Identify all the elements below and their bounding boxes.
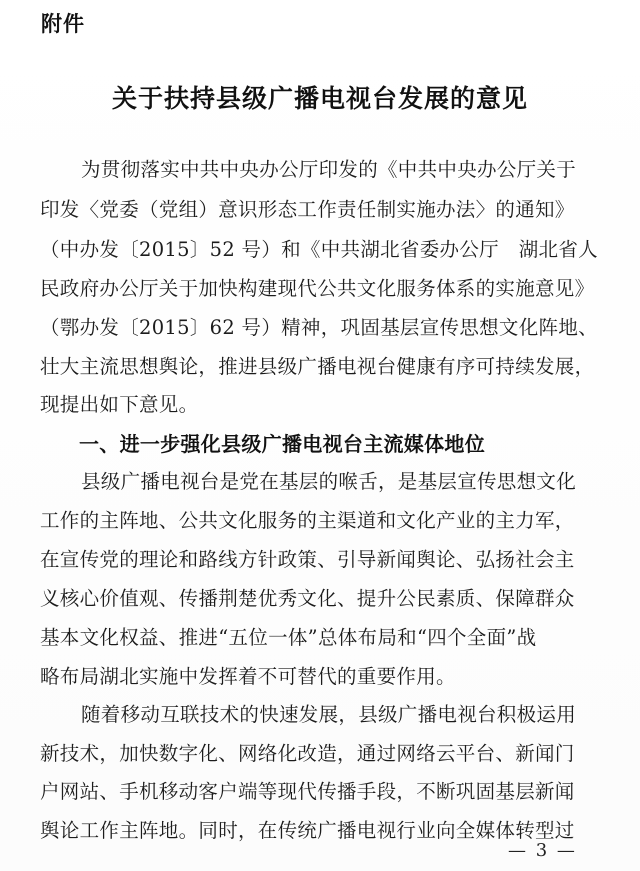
attachment-label: 附件 [41, 12, 85, 36]
paragraph-line: 舆论工作主阵地。同时，在传统广播电视行业向全媒体转型过 [40, 819, 575, 842]
paragraph-line: 新技术，加快数字化、网络化改造，通过网络云平台、新闻门 [40, 742, 575, 765]
paragraph-line: 户网站、手机移动客户端等现代传播手段，不断巩固基层新闻 [40, 780, 575, 803]
section-heading: 一、进一步强化县级广播电视台主流媒体地位 [79, 432, 485, 456]
paragraph-line: （中办发〔2015〕52 号）和《中共湖北省委办公厅 湖北省人 [40, 238, 598, 261]
paragraph-line: 壮大主流思想舆论，推进县级广播电视台健康有序可持续发展， [40, 355, 595, 378]
document-title: 关于扶持县级广播电视台发展的意见 [111, 84, 528, 113]
paragraph-line: 义核心价值观、传播荆楚优秀文化、提升公民素质、保障群众 [40, 587, 575, 610]
paragraph-line: 略布局湖北实施中发挥着不可替代的重要作用。 [40, 665, 456, 688]
paragraph-line: 为贯彻落实中共中央办公厅印发的《中共中央办公厅关于 [81, 158, 577, 181]
paragraph-line: 印发〈党委（党组）意识形态工作责任制实施办法〉的通知》 [40, 198, 575, 221]
paragraph-line: 民政府办公厅关于加快构建现代公共文化服务体系的实施意见》 [40, 277, 595, 300]
paragraph-line: （鄂办发〔2015〕62 号）精神，巩固基层宣传思想文化阵地、 [40, 316, 598, 339]
paragraph-line: 县级广播电视台是党在基层的喉舌，是基层宣传思想文化 [81, 470, 577, 493]
page-number: — 3 — [508, 840, 577, 861]
paragraph-line: 在宣传党的理论和路线方针政策、引导新闻舆论、弘扬社会主 [40, 548, 575, 571]
paragraph-line: 工作的主阵地、公共文化服务的主渠道和文化产业的主力军， [40, 509, 575, 532]
paragraph-line: 基本文化权益、推进“五位一体”总体布局和“四个全面”战 [40, 626, 537, 649]
paragraph-line: 随着移动互联技术的快速发展，县级广播电视台积极运用 [81, 703, 577, 726]
paragraph-line: 现提出如下意见。 [40, 393, 199, 416]
